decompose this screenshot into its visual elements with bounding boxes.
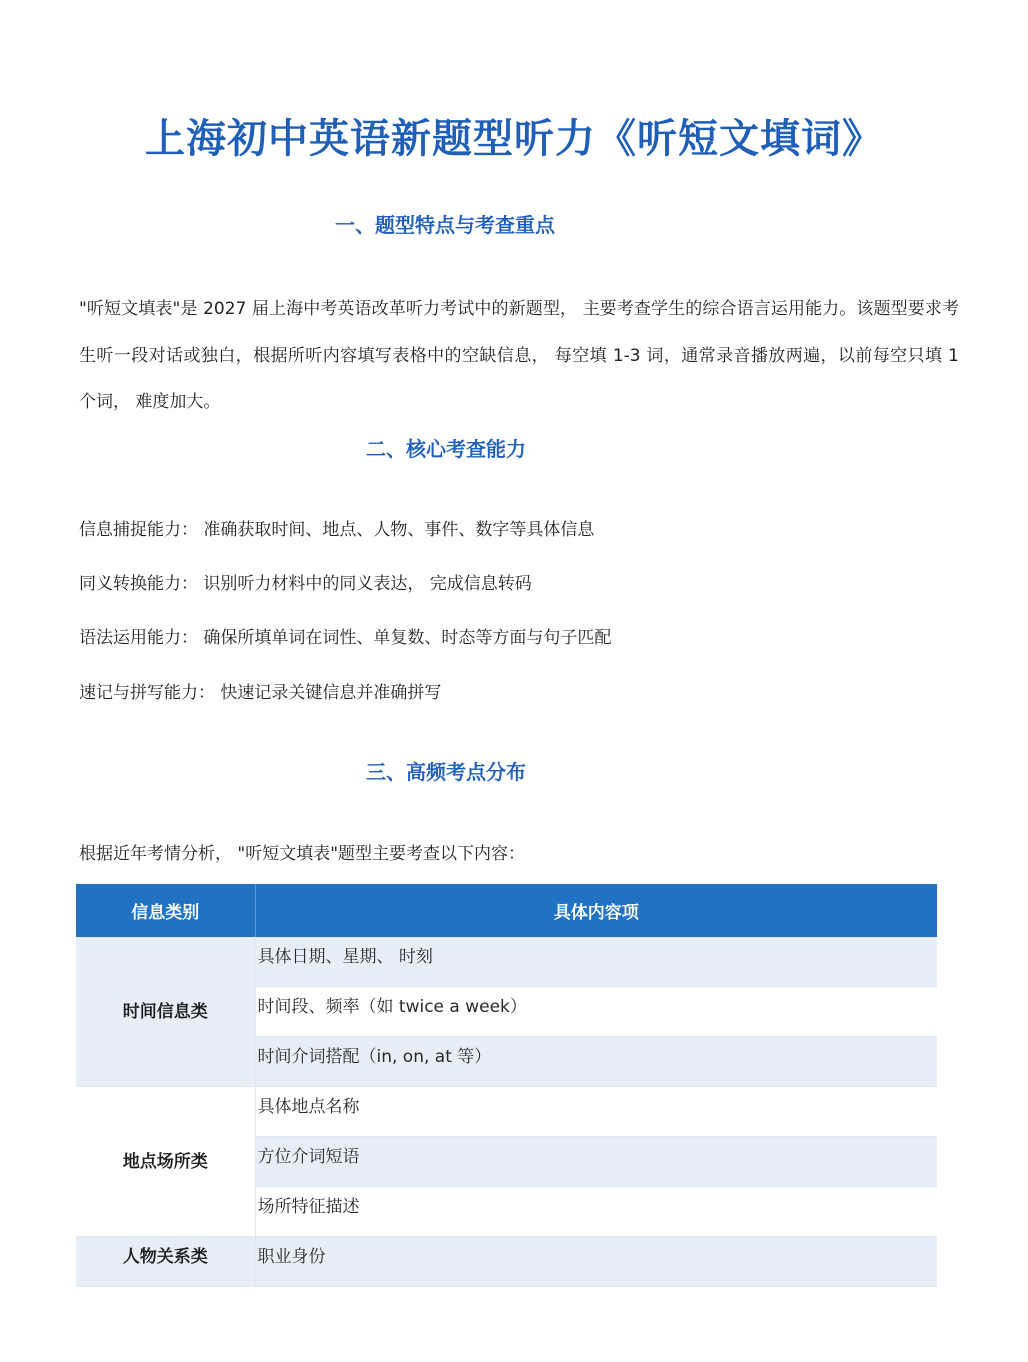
header-content: 具体内容项 bbox=[255, 884, 937, 937]
content-cell: 时间介词搭配（in, on, at 等） bbox=[255, 1037, 937, 1087]
content-cell: 职业身份 bbox=[255, 1237, 937, 1287]
section-heading-features: 一、题型特点与考查重点 bbox=[335, 213, 555, 237]
intro-paragraph: "听短文填表"是 2027 届上海中考英语改革听力考试中的新题型， 主要考查学生的综合语言运用能力。该题型要求考生听一段对话或独白，根据所听内容填写表格中的空缺信息， 每空填 1-3 词，通常录音播放两遍，以前每空只填 1 个词， 难度加大。 bbox=[79, 299, 959, 412]
topic-distribution-table bbox=[76, 884, 937, 1287]
category-cell-place: 地点场所类 bbox=[76, 1087, 255, 1237]
content-cell: 具体日期、星期、 时刻 bbox=[255, 937, 937, 987]
content-cell: 时间段、频率（如 twice a week） bbox=[255, 987, 937, 1037]
table-header-row bbox=[76, 884, 937, 937]
category-cell-people: 人物关系类 bbox=[76, 1237, 255, 1287]
ability-item: 速记与拼写能力： 快速记录关键信息并准确拼写 bbox=[79, 683, 442, 703]
ability-item: 信息捕捉能力： 准确获取时间、地点、人物、事件、数字等具体信息 bbox=[79, 520, 595, 540]
category-cell-time: 时间信息类 bbox=[76, 937, 255, 1087]
table-row bbox=[76, 1087, 937, 1137]
section-heading-distribution: 三、高频考点分布 bbox=[366, 760, 526, 784]
table-row bbox=[76, 1237, 937, 1287]
section-heading-abilities: 二、核心考查能力 bbox=[366, 437, 526, 461]
ability-item: 语法运用能力： 确保所填单词在词性、单复数、时态等方面与句子匹配 bbox=[79, 628, 612, 648]
table-row bbox=[76, 937, 937, 987]
ability-item: 同义转换能力： 识别听力材料中的同义表达， 完成信息转码 bbox=[79, 574, 532, 594]
page-title: 上海初中英语新题型听力《听短文填词》 bbox=[145, 115, 883, 162]
table-intro-text: 根据近年考情分析， "听短文填表"题型主要考查以下内容： bbox=[79, 844, 526, 864]
content-cell: 场所特征描述 bbox=[255, 1187, 937, 1237]
content-cell: 方位介词短语 bbox=[255, 1137, 937, 1187]
header-category: 信息类别 bbox=[76, 884, 255, 937]
content-cell: 具体地点名称 bbox=[255, 1087, 937, 1137]
